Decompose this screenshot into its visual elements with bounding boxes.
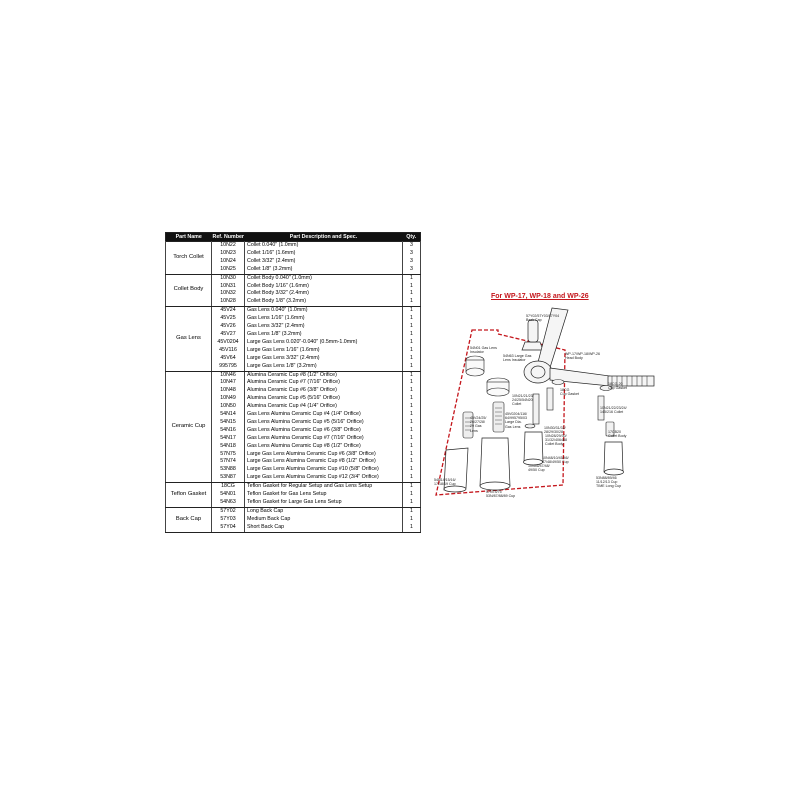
label-cup-gasket: 18CG Cup Gasket [560,388,579,397]
description-cell: Short Back Cap [245,524,403,532]
description-cell: Gas Lens Alumina Ceramic Cup #7 (7/16" Orifice) [245,435,403,443]
ref-number-cell: 10N23 [212,250,245,258]
parts-table [165,232,421,533]
ref-number-cell: 10N28 [212,298,245,306]
label-collet-body: 10N28/29/30/ 31/32/406488 Collet Body [545,434,567,447]
qty-cell: 1 [403,347,421,355]
ref-number-cell: 10N30 [212,274,245,282]
qty-cell: 1 [403,339,421,347]
ref-number-cell: 10N31 [212,283,245,291]
ref-number-cell: 45V25 [212,315,245,323]
qty-cell: 1 [403,283,421,291]
part-name-cell: Torch Collet [166,242,212,275]
header-qty: Qty. [403,233,421,242]
qty-cell: 1 [403,298,421,306]
ref-number-cell: 45V116 [212,347,245,355]
qty-cell: 1 [403,315,421,323]
qty-cell: 1 [403,411,421,419]
description-cell: Large Gas Lens 1/8" (3.2mm) [245,363,403,371]
parts-table-body [166,242,421,533]
ref-number-cell: 10N32 [212,290,245,298]
ref-number-cell: 57N74 [212,458,245,466]
description-cell: Teflon Gasket for Large Gas Lens Setup [245,499,403,507]
ref-number-cell: 57Y02 [212,507,245,515]
part-name-cell: Teflon Gasket [166,483,212,508]
table-row [166,371,421,379]
label-collet-body-right: 17CB20 Collet Body [608,430,627,439]
description-cell: Alumina Ceramic Cup #4 (1/4" Orifice) [245,403,403,411]
part-name-cell: Collet Body [166,274,212,307]
ref-number-cell: 57N75 [212,451,245,459]
description-cell: Collet 1/16" (1.6mm) [245,250,403,258]
description-cell: Long Back Cap [245,507,403,515]
description-cell: Large Gas Lens 0.020"-0.040" (0.5mm-1.0mm) [245,339,403,347]
description-cell: Alumina Ceramic Cup #5 (5/16" Orifice) [245,395,403,403]
qty-cell: 3 [403,258,421,266]
description-cell: Gas Lens 1/16" (1.6mm) [245,315,403,323]
torch-parts-diagram [430,290,655,550]
ref-number-cell: 10N47 [212,379,245,387]
description-cell: Gas Lens Alumina Ceramic Cup #4 (1/4" Orifice) [245,411,403,419]
qty-cell: 1 [403,371,421,379]
table-row [166,307,421,315]
qty-cell: 3 [403,250,421,258]
header-ref-number: Ref. Number [212,234,244,240]
ref-number-cell: 995795 [212,363,245,371]
description-cell: Collet Body 3/32" (2.4mm) [245,290,403,298]
ref-number-cell: 45V27 [212,331,245,339]
label-collet-right: 10N21/22/23/24/ 145/216 Collet [600,406,627,415]
table-row [166,274,421,282]
qty-cell: 1 [403,403,421,411]
ref-number-cell: 45V26 [212,323,245,331]
label-collet-top: 10N21/21/23/ 24/25/54N20 Collet [512,394,534,407]
label-large-gas-lens-cup: 57N74/75 53N/87/88/89 Cup [486,490,516,499]
label-large-gas-lens: 45V0204/116/ 64/995795/03 Large Dia. Gas Lens [505,412,528,429]
description-cell: Gas Lens Alumina Ceramic Cup #5 (5/16" Orifice) [245,419,403,427]
qty-cell: 1 [403,323,421,331]
ref-number-cell: 54N18 [212,443,245,451]
qty-cell: 1 [403,451,421,459]
description-cell: Large Gas Lens Alumina Ceramic Cup #6 (3/8" Orifice) [245,451,403,459]
description-cell: Alumina Ceramic Cup #8 (1/2" Orifice) [245,371,403,379]
ref-number-cell: 10N49 [212,395,245,403]
ref-number-cell: 53N88 [212,466,245,474]
label-cup-mid-2: 10N48/10/45/46/ 47/48/49/50 Cup [542,456,569,465]
qty-cell: 1 [403,474,421,482]
label-collet-body-small: 10N30/31/32/ 28/29/30/28 [544,426,566,435]
ref-number-cell: 45V24 [212,307,245,315]
qty-cell: 1 [403,491,421,499]
ref-number-cell: 45V0204 [212,339,245,347]
qty-cell: 1 [403,499,421,507]
qty-cell: 1 [403,427,421,435]
description-cell: Collet 0.040" (1.0mm) [245,242,403,250]
qty-cell: 1 [403,290,421,298]
part-name-cell: Back Cap [166,507,212,532]
description-cell: Large Gas Lens 3/32" (2.4mm) [245,355,403,363]
qty-cell: 1 [403,363,421,371]
ref-number-cell: 10N48 [212,387,245,395]
ref-number-cell: 54N17 [212,435,245,443]
ref-number-cell: 57Y03 [212,516,245,524]
description-cell: Gas Lens 0.040" (1.0mm) [245,307,403,315]
ref-number-cell: 54N01 [212,491,245,499]
header-part-name: Part Name [166,233,212,242]
qty-cell: 1 [403,307,421,315]
description-cell: Collet 3/32" (2.4mm) [245,258,403,266]
description-cell: Medium Back Cap [245,516,403,524]
label-cup-gasket-2: 18CG-20 Cup Gasket [608,382,627,391]
description-cell: Gas Lens Alumina Ceramic Cup #6 (3/8" Orifice) [245,427,403,435]
qty-cell: 1 [403,443,421,451]
description-cell: Large Gas Lens Alumina Ceramic Cup #8 (1/2" Orifice) [245,458,403,466]
ref-number-cell: 10N24 [212,258,245,266]
table-header-row [166,233,421,242]
table-row [166,507,421,515]
ref-number-cell: 54N14 [212,411,245,419]
qty-cell: 1 [403,507,421,515]
ref-number-cell: 10N22 [212,242,245,250]
ref-number-cell: 10N25 [212,266,245,274]
qty-cell: 1 [403,395,421,403]
qty-cell: 3 [403,266,421,274]
diagram-title: For WP-17, WP-18 and WP-26 [491,293,589,300]
ref-number-cell: 45V64 [212,355,245,363]
qty-cell: 1 [403,355,421,363]
qty-cell: 1 [403,483,421,491]
ref-number-cell: 10N46 [212,371,245,379]
qty-cell: 1 [403,419,421,427]
description-cell: Collet Body 1/8" (3.2mm) [245,298,403,306]
description-cell: Alumina Ceramic Cup #6 (3/8" Orifice) [245,387,403,395]
description-cell: Collet 1/8" (3.2mm) [245,266,403,274]
part-name-cell: Ceramic Cup [166,371,212,483]
description-cell: Gas Lens Alumina Ceramic Cup #8 (1/2" Orifice) [245,443,403,451]
label-head-body: WP-17/WP-18/WP-26 Head Body [565,352,600,361]
qty-cell: 1 [403,435,421,443]
description-cell: Large Gas Lens Alumina Ceramic Cup #12 (3/4" Orifice) [245,474,403,482]
ref-number-cell: 10N50 [212,403,245,411]
description-cell: Collet Body 1/16" (1.6mm) [245,283,403,291]
ref-number-cell: 54N16 [212,427,245,435]
label-cup-mid: 10N46/47/48/ 49/50 Cup [528,464,550,473]
qty-cell: 1 [403,387,421,395]
label-gas-lens-insulator: 54N01 Gas Lens Insulator [470,346,497,355]
ref-number-cell: 54N15 [212,419,245,427]
header-description: Part Description and Spec. [245,233,403,242]
qty-cell: 1 [403,274,421,282]
label-large-gas-lens-insulator: 54N63 Large Gas Lens Insulator [503,354,532,363]
ref-number-cell: 54N63 [212,499,245,507]
torch-exploded-view [430,290,655,550]
description-cell: Teflon Gasket for Gas Lens Setup [245,491,403,499]
ref-number-cell: 57Y04 [212,524,245,532]
description-cell: Large Gas Lens Alumina Ceramic Cup #10 (5/8" Orifice) [245,466,403,474]
qty-cell: 1 [403,379,421,387]
description-cell: Collet Body 0.040" (1.0mm) [245,274,403,282]
table-row [166,483,421,491]
qty-cell: 1 [403,458,421,466]
label-gas-lens-cup: 54N14/15/16/ 17/18/19 Cup [434,478,456,487]
label-gas-lens: 45V24/25/ 26/27/28/ 29 Gas Lens [470,416,487,433]
qty-cell: 3 [403,242,421,250]
description-cell: Gas Lens 1/8" (3.2mm) [245,331,403,339]
label-long-cup: 53N88/89/46 11/12/13 Cup TIME Long Cup [596,476,622,489]
qty-cell: 1 [403,524,421,532]
description-cell: Large Gas Lens 1/16" (1.6mm) [245,347,403,355]
description-cell: Alumina Ceramic Cup #7 (7/16" Orifice) [245,379,403,387]
ref-number-cell: 53N87 [212,474,245,482]
qty-cell: 1 [403,331,421,339]
qty-cell: 1 [403,466,421,474]
part-name-cell: Gas Lens [166,307,212,371]
label-back-cap: 57Y02/57Y03/57Y04 Back Cap [526,314,560,323]
description-cell: Teflon Gasket for Regular Setup and Gas Lens Setup [245,483,403,491]
ref-number-cell: 18CG [212,483,245,491]
description-cell: Gas Lens 3/32" (2.4mm) [245,323,403,331]
table-row [166,242,421,250]
qty-cell: 1 [403,516,421,524]
